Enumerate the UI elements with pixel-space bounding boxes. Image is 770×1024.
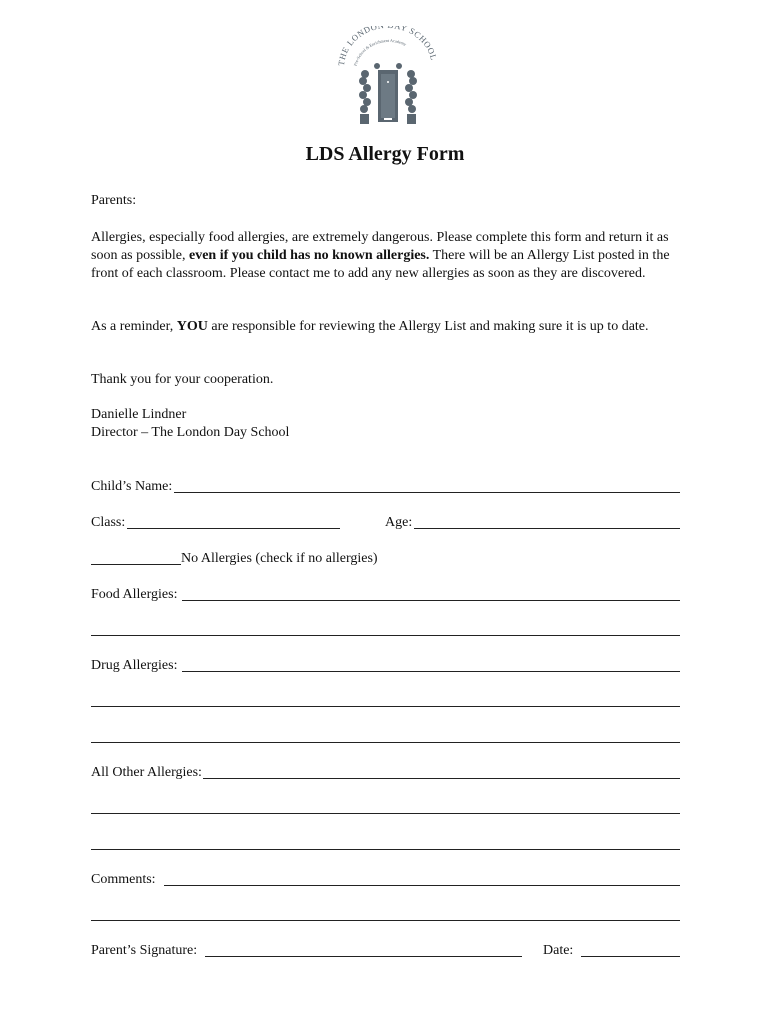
drug-allergies-extra-line-2[interactable] bbox=[91, 742, 680, 743]
date-line[interactable] bbox=[581, 942, 680, 957]
no-allergies-field[interactable] bbox=[91, 548, 491, 568]
other-allergies-field[interactable] bbox=[91, 762, 680, 782]
intro-text-2: There will be an Allergy List posted in the front of each classroom. Please contact me to add any new allergies as soon as they are discovered. bbox=[91, 247, 670, 281]
parent-signature-field[interactable] bbox=[91, 940, 522, 960]
other-allergies-extra-line-2[interactable] bbox=[91, 849, 680, 850]
director-title: Director – The London Day School bbox=[91, 425, 290, 440]
food-allergies-extra-line[interactable] bbox=[91, 635, 680, 636]
class-field[interactable] bbox=[91, 512, 340, 532]
reminder-text-2: are responsible for reviewing the Allergy List and making sure it is up to date. bbox=[207, 319, 649, 334]
parent-signature-label: Parent’s Signature: bbox=[91, 943, 198, 958]
other-allergies-label: All Other Allergies: bbox=[91, 765, 202, 780]
school-logo-graphic bbox=[332, 26, 442, 130]
food-allergies-line[interactable] bbox=[182, 586, 680, 601]
page-title: LDS Allergy Form bbox=[305, 143, 465, 165]
other-allergies-extra-line-1[interactable] bbox=[91, 813, 680, 814]
intro-text-1: Allergies, especially food allergies, are extremely dangerous. Please complete this form and return it as soon as possible, bbox=[91, 230, 669, 263]
class-line[interactable] bbox=[127, 514, 340, 529]
comments-line[interactable] bbox=[164, 871, 680, 886]
greeting-text: Parents: bbox=[91, 193, 137, 208]
reminder-paragraph bbox=[91, 318, 683, 336]
logo-arc-text: THE LONDO Y SCHOOL bbox=[335, 26, 440, 67]
date-label: Date: bbox=[543, 943, 574, 958]
child-name-field[interactable] bbox=[91, 476, 680, 496]
drug-allergies-line[interactable] bbox=[182, 657, 680, 672]
class-label: Class: bbox=[91, 515, 126, 530]
drug-allergies-extra-line-1[interactable] bbox=[91, 706, 680, 707]
food-allergies-label: Food Allergies: bbox=[91, 587, 178, 602]
child-name-line[interactable] bbox=[174, 478, 680, 493]
intro-bold-text: even if you child has no known allergies. bbox=[189, 247, 430, 263]
age-line[interactable] bbox=[414, 514, 680, 529]
other-allergies-line[interactable] bbox=[203, 764, 680, 779]
no-allergies-check-line[interactable] bbox=[91, 550, 181, 565]
date-field[interactable] bbox=[543, 940, 680, 960]
intro-paragraph bbox=[91, 229, 683, 282]
drug-allergies-field[interactable] bbox=[91, 655, 680, 675]
comments-field[interactable] bbox=[91, 869, 680, 889]
no-allergies-label: No Allergies (check if no allergies) bbox=[181, 551, 378, 566]
comments-label: Comments: bbox=[91, 872, 156, 887]
logo-sub-text: Pre-School & Enrichment Academy bbox=[352, 37, 408, 67]
child-name-label: Child’s Name: bbox=[91, 479, 173, 494]
comments-extra-line[interactable] bbox=[91, 920, 680, 921]
age-label: Age: bbox=[385, 515, 413, 530]
reminder-bold-text: YOU bbox=[176, 319, 208, 334]
food-allergies-field[interactable] bbox=[91, 584, 680, 604]
thanks-text: Thank you for your cooperation. bbox=[91, 372, 274, 387]
reminder-text-1: As a reminder, bbox=[91, 319, 177, 334]
director-name: Danielle Lindner bbox=[91, 407, 187, 422]
school-logo bbox=[332, 26, 442, 130]
parent-signature-line[interactable] bbox=[205, 942, 522, 957]
age-field[interactable] bbox=[385, 512, 680, 532]
drug-allergies-label: Drug Allergies: bbox=[91, 658, 178, 673]
